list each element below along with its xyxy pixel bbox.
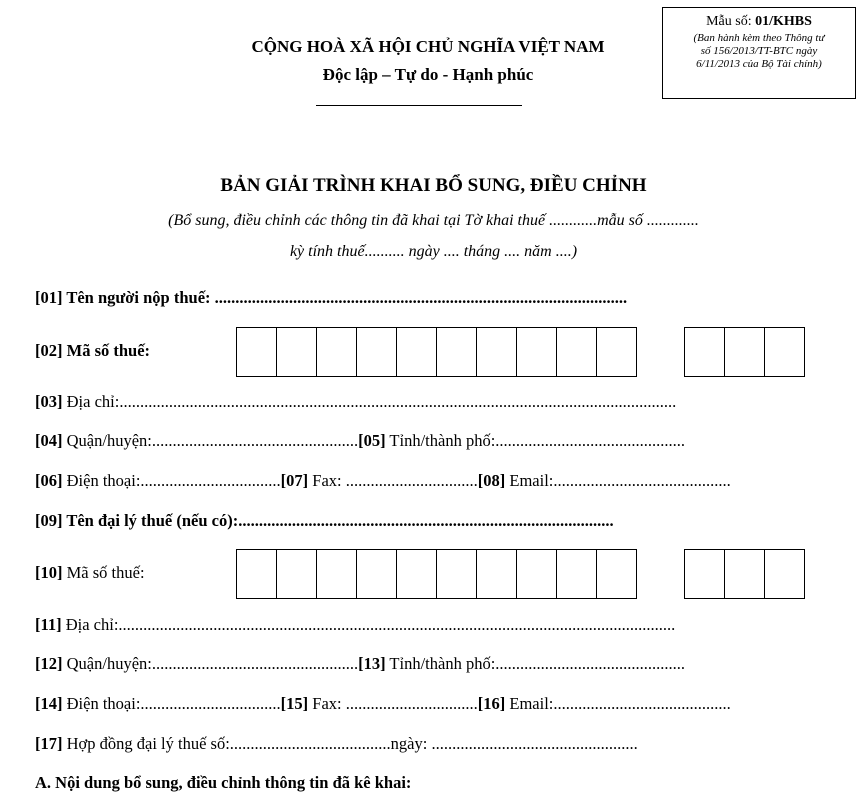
nation-title: CỘNG HOÀ XÃ HỘI CHỦ NGHĨA VIỆT NAM bbox=[251, 37, 605, 56]
field-label: Tỉnh/thành phố:.............................................. bbox=[385, 654, 686, 673]
digit-box[interactable] bbox=[436, 549, 477, 599]
digit-box[interactable] bbox=[236, 549, 277, 599]
digit-box[interactable] bbox=[436, 327, 477, 377]
section-title: A. Nội dung bổ sung, điều chỉnh thông tin đã kê khai: bbox=[35, 773, 412, 792]
field-agent-contract[interactable] bbox=[35, 734, 638, 754]
digit-box[interactable] bbox=[764, 327, 805, 377]
digit-box[interactable] bbox=[556, 327, 597, 377]
tax-code-boxes-branch[interactable] bbox=[684, 327, 805, 377]
digit-box[interactable] bbox=[556, 549, 597, 599]
field-code: [03] bbox=[35, 392, 63, 411]
field-code: [04] bbox=[35, 431, 63, 450]
field-tax-agent-name[interactable] bbox=[35, 511, 614, 531]
field-code: [14] bbox=[35, 694, 63, 713]
field-tax-code-label bbox=[35, 341, 150, 361]
field-label: Hợp đồng đại lý thuế số:.......................................ngày: .................................................. bbox=[62, 734, 638, 753]
digit-box[interactable] bbox=[356, 549, 397, 599]
form-number bbox=[663, 14, 855, 30]
field-label: Điện thoại:.................................. bbox=[62, 694, 281, 713]
digit-box[interactable] bbox=[516, 549, 557, 599]
field-label: Fax: ................................ bbox=[308, 694, 478, 713]
field-label: Tên đại lý thuế (nếu có):........................................................................................... bbox=[62, 511, 614, 530]
field-code: [11] bbox=[35, 615, 62, 634]
digit-box[interactable] bbox=[476, 549, 517, 599]
digit-box[interactable] bbox=[236, 327, 277, 377]
tax-code-boxes-main[interactable] bbox=[236, 327, 637, 377]
header-underline bbox=[316, 105, 522, 106]
form-note-line-2: số 156/2013/TT-BTC ngày bbox=[700, 45, 818, 57]
field-label: Điện thoại:.................................. bbox=[62, 471, 281, 490]
document-title: BẢN GIẢI TRÌNH KHAI BỔ SUNG, ĐIỀU CHỈNH bbox=[220, 175, 647, 196]
field-code: [01] bbox=[35, 288, 63, 307]
field-agent-district-province[interactable] bbox=[35, 654, 685, 674]
field-district-province[interactable] bbox=[35, 431, 685, 451]
field-contact[interactable] bbox=[35, 471, 731, 491]
field-label: Địa chỉ:....................................................................................................................................... bbox=[62, 392, 677, 411]
field-label: Mã số thuế: bbox=[62, 563, 145, 582]
field-label: Tỉnh/thành phố:.............................................. bbox=[385, 431, 686, 450]
field-agent-address[interactable] bbox=[35, 615, 675, 635]
digit-box[interactable] bbox=[596, 549, 637, 599]
field-label: Quận/huyện:.................................................. bbox=[62, 431, 359, 450]
form-note bbox=[663, 32, 855, 71]
digit-box[interactable] bbox=[684, 327, 725, 377]
field-code: [13] bbox=[358, 654, 386, 673]
form-number-label: Mẫu số: bbox=[706, 14, 756, 29]
field-code: [17] bbox=[35, 734, 63, 753]
field-label: Tên người nộp thuế: .................................................................................................... bbox=[62, 288, 628, 307]
form-number-box bbox=[662, 7, 856, 99]
digit-box[interactable] bbox=[516, 327, 557, 377]
field-code: [10] bbox=[35, 563, 63, 582]
digit-box[interactable] bbox=[356, 327, 397, 377]
field-taxpayer-name[interactable] bbox=[35, 288, 627, 308]
form-code: 01/KHBS bbox=[755, 14, 812, 29]
digit-box[interactable] bbox=[596, 327, 637, 377]
field-agent-tax-code-label bbox=[35, 563, 145, 583]
field-code: [07] bbox=[280, 471, 309, 490]
digit-box[interactable] bbox=[396, 327, 437, 377]
digit-box[interactable] bbox=[396, 549, 437, 599]
digit-box[interactable] bbox=[316, 327, 357, 377]
digit-box[interactable] bbox=[276, 327, 317, 377]
agent-tax-code-boxes-branch[interactable] bbox=[684, 549, 805, 599]
field-code: [02] bbox=[35, 341, 63, 360]
digit-box[interactable] bbox=[684, 549, 725, 599]
section-a-heading bbox=[35, 773, 411, 793]
digit-box[interactable] bbox=[476, 327, 517, 377]
field-code: [05] bbox=[358, 431, 386, 450]
digit-box[interactable] bbox=[316, 549, 357, 599]
national-header bbox=[178, 30, 678, 88]
field-label: Email:........................................... bbox=[505, 471, 731, 490]
field-code: [08] bbox=[477, 471, 506, 490]
field-label: Địa chỉ:....................................................................................................................................... bbox=[61, 615, 676, 634]
digit-box[interactable] bbox=[724, 549, 765, 599]
field-code: [12] bbox=[35, 654, 63, 673]
digit-box[interactable] bbox=[276, 549, 317, 599]
form-note-line-1: (Ban hành kèm theo Thông tư bbox=[693, 32, 825, 44]
field-code: [09] bbox=[35, 511, 63, 530]
field-label: Fax: ................................ bbox=[308, 471, 478, 490]
field-code: [15] bbox=[280, 694, 309, 713]
field-label: Quận/huyện:.................................................. bbox=[62, 654, 359, 673]
form-note-line-3: 6/11/2013 của Bộ Tài chính) bbox=[696, 58, 822, 70]
field-code: [06] bbox=[35, 471, 63, 490]
field-label: Email:........................................... bbox=[505, 694, 731, 713]
agent-tax-code-boxes-main[interactable] bbox=[236, 549, 637, 599]
digit-box[interactable] bbox=[764, 549, 805, 599]
nation-motto: Độc lập – Tự do - Hạnh phúc bbox=[322, 65, 534, 84]
subtitle-line-2: kỳ tính thuế.......... ngày .... tháng .... năm ....) bbox=[289, 243, 578, 260]
field-label: Mã số thuế: bbox=[62, 341, 151, 360]
field-code: [16] bbox=[477, 694, 506, 713]
digit-box[interactable] bbox=[724, 327, 765, 377]
subtitle-line-1: (Bổ sung, điều chỉnh các thông tin đã khai tại Tờ khai thuế ............mẫu số ............. bbox=[168, 212, 699, 229]
field-agent-contact[interactable] bbox=[35, 694, 731, 714]
field-address[interactable] bbox=[35, 392, 676, 412]
